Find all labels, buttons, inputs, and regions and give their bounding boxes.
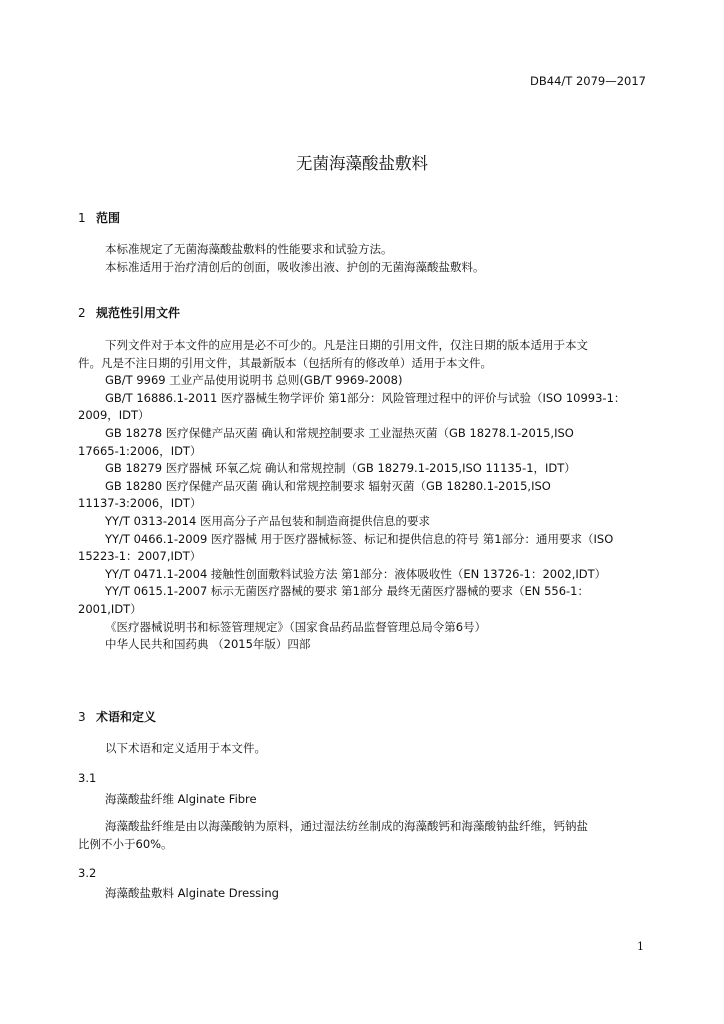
term-3-1-definition-line-2: 比例不小于60%。 xyxy=(78,836,173,851)
reference-gb-18280-line-2: 11137-3:2006，IDT） xyxy=(78,496,202,511)
section-2-heading xyxy=(78,304,180,321)
term-3-1-definition xyxy=(78,818,658,853)
standard-number: DB44/T 2079—2017 xyxy=(530,74,646,88)
section-1-line-2: 本标准适用于治疗清创后的创面，吸收渗出液、护创的无菌海藻酸盐敷料。 xyxy=(105,259,485,274)
reference-gbt-16886-line-1: GB/T 16886.1-2011 医疗器械生物学评价 第1部分：风险管理过程中的评价与试验（ISO 10993-1： xyxy=(105,390,626,405)
section-1-body xyxy=(78,241,685,276)
section-1-heading xyxy=(78,209,120,226)
term-3-2-title: 海藻酸盐敷料 Alginate Dressing xyxy=(105,886,279,900)
term-3-2-number: 3.2 xyxy=(78,866,97,880)
reference-pharmacopoeia: 中华人民共和国药典 （2015年版）四部 xyxy=(105,637,311,652)
section-3-number: 3 xyxy=(78,710,86,724)
terms-intro: 以下术语和定义适用于本文件。 xyxy=(105,741,266,755)
reference-yyt-0615-line-1: YY/T 0615.1-2007 标示无菌医疗器械的要求 第1部分 最终无菌医疗器械的要求（EN 556-1： xyxy=(105,584,589,599)
reference-gbt-16886-line-2: 2009，IDT） xyxy=(78,408,150,423)
reference-gbt-9969: GB/T 9969 工业产品使用说明书 总则(GB/T 9969-2008) xyxy=(105,373,403,388)
reference-device-label-rules: 《医疗器械说明书和标签管理规定》（国家食品药品监督管理总局令第6号） xyxy=(105,619,487,634)
section-3-title: 术语和定义 xyxy=(96,710,157,724)
reference-yyt-0313: YY/T 0313-2014 医用高分子产品包装和制造商提供信息的要求 xyxy=(105,513,430,528)
section-1-title: 范围 xyxy=(96,211,121,225)
section-1-number: 1 xyxy=(78,211,86,225)
document-title: 无菌海藻酸盐敷料 xyxy=(296,154,428,173)
reference-gb-18279: GB 18279 医疗器械 环氧乙烷 确认和常规控制（GB 18279.1-2015,ISO 11135-1，IDT） xyxy=(105,461,576,476)
reference-gb-18280-line-1: GB 18280 医疗保健产品灭菌 确认和常规控制要求 辐射灭菌（GB 18280.1-2015,ISO xyxy=(105,478,551,493)
reference-yyt-0466-line-2: 15223-1：2007,IDT） xyxy=(78,549,202,564)
term-3-1-title: 海藻酸盐纤维 Alginate Fibre xyxy=(105,792,257,806)
section-1-line-1: 本标准规定了无菌海藻酸盐敷料的性能要求和试验方法。 xyxy=(105,242,393,256)
term-3-1-definition-line-1: 海藻酸盐纤维是由以海藻酸钠为原料，通过湿法纺丝制成的海藻酸钙和海藻酸钠盐纤维，钙钠盐 xyxy=(105,819,588,833)
page-number: 1 xyxy=(637,940,644,953)
reference-yyt-0615-line-2: 2001,IDT） xyxy=(78,601,142,616)
section-2-number: 2 xyxy=(78,306,86,320)
references-intro-line-1: 下列文件对于本文件的应用是必不可少的。凡是注日期的引用文件，仅注日期的版本适用于本文 xyxy=(105,338,588,352)
reference-yyt-0466-line-1: YY/T 0466.1-2009 医疗器械 用于医疗器械标签、标记和提供信息的符号 第1部分：通用要求（ISO xyxy=(105,531,614,546)
section-2-body xyxy=(78,337,658,654)
reference-yyt-0471: YY/T 0471.1-2004 接触性创面敷料试验方法 第1部分：液体吸收性（EN 13726-1：2002,IDT） xyxy=(105,566,607,581)
reference-gb-18278-line-1: GB 18278 医疗保健产品灭菌 确认和常规控制要求 工业湿热灭菌（GB 18278.1-2015,ISO xyxy=(105,425,574,440)
section-3-intro xyxy=(78,740,685,758)
section-2-title: 规范性引用文件 xyxy=(96,306,181,320)
reference-gb-18278-line-2: 17665-1:2006，IDT） xyxy=(78,443,202,458)
section-3-heading xyxy=(78,708,156,725)
references-intro-line-2: 件。凡是不注日期的引用文件，其最新版本（包括所有的修改单）适用于本文件。 xyxy=(78,355,492,370)
term-3-1-number: 3.1 xyxy=(78,771,97,785)
